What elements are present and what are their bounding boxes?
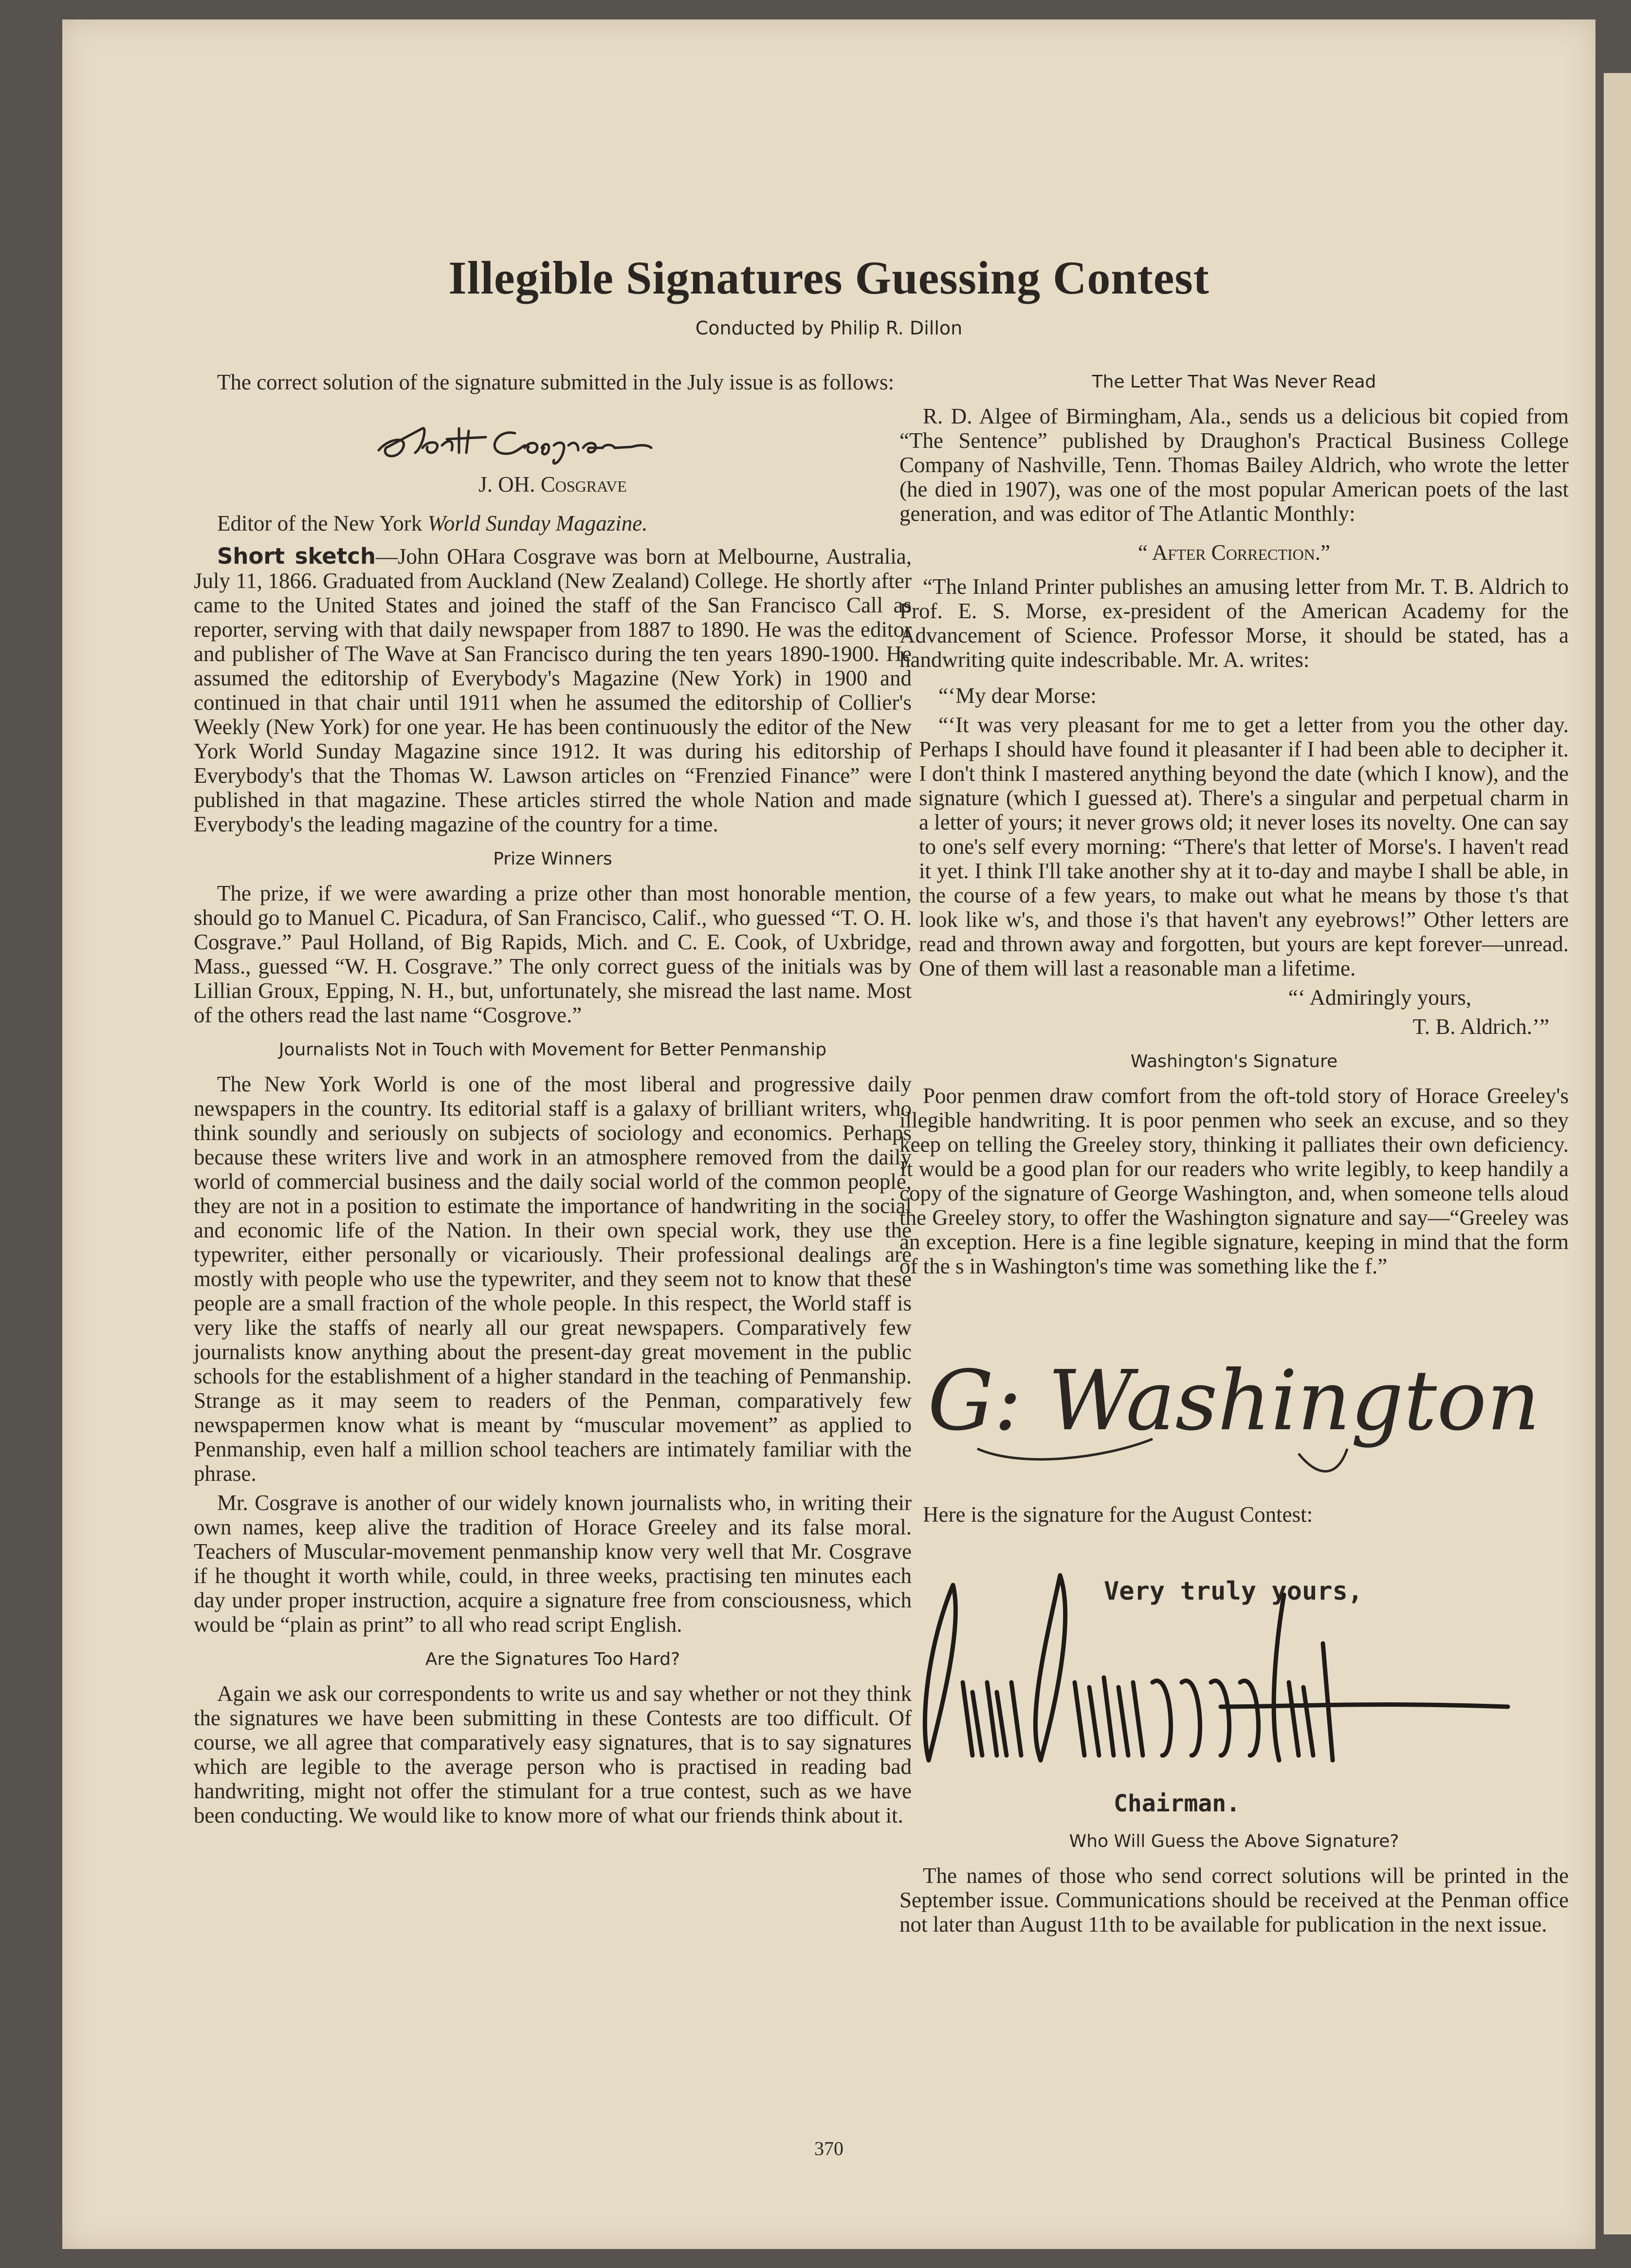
short-sketch-body: —John OHara Cosgrave was born at Melbourne, Australia, July 11, 1866. Graduated from Auckland (New Zealand) College. He shortly after came to the United States and joined the staff of the San Francisco Call as reporter, serving with that daily newspaper from 1887 to 1890. He was the editor and publisher of The Wave at San Francisco during the ten years 1890-1900. He assumed the editorship of Everybody's Magazine (New York) in 1900 and continued in that chair until 1911 when he assumed the editorship of Collier's Weekly (New York) for one year. He has been continuously the editor of the New York World Sunday Magazine since 1912. It was during his editorship of Everybody's that the Thomas W. Lawson articles on “Frenzied Finance” were published in that magazine. These articles stirred the whole Nation and made Everybody's the leading magazine of the country for a time. — [194, 544, 912, 836]
editor-line — [194, 511, 912, 535]
left-column — [194, 370, 912, 1832]
aldrich-letter — [899, 683, 1569, 1039]
signatures-hard-paragraph: Again we ask our correspondents to write us and say whether or not they think the signatures we have been submitting in these Contests are too difficult. Of course, we all agree that comparatively easy signatures, that is to say signatures which are legible to the average person who is practised in reading bad handwriting, might not offer the stimulant for a true contest, such as we have been conducting. We would like to know more of what our friends think about it. — [194, 1681, 912, 1827]
signer-name: J. OH. Cosgrave — [478, 472, 627, 497]
next-page-edge — [1604, 73, 1631, 2234]
editor-prefix: Editor of the New York — [217, 511, 428, 535]
typed-very-truly: Very truly yours, — [1104, 1577, 1363, 1606]
letter-salutation: “‘My dear Morse: — [938, 683, 1097, 708]
journalists-heading: Journalists Not in Touch with Movement for Better Penmanship — [278, 1040, 827, 1060]
letter-intro-paragraph: R. D. Algee of Birmingham, Ala., sends us a delicious bit copied from “The Sentence” published by Draughon's Practical Business College Company of Nashville, Tenn. Thomas Bailey Aldrich, who wrote the letter (he died in 1907), was one of the most popular American poets of the last generation, and was editor of The Atlantic Monthly: — [899, 404, 1569, 526]
who-will-guess-heading: Who Will Guess the Above Signature? — [1069, 1831, 1399, 1851]
prize-winners-heading: Prize Winners — [493, 849, 612, 869]
letter-closing: “‘ Admiringly yours, — [1288, 985, 1471, 1010]
short-sketch-label: Short sketch — [217, 543, 376, 569]
page-number: 370 — [814, 2138, 843, 2159]
journalists-paragraph-1: The New York World is one of the most liberal and progressive daily newspapers in the country. Its editorial staff is a galaxy of brilliant writers, who think soundly and seriously on subjects of sociology and economics. Perhaps because these writers live and work in an atmosphere removed from the daily world of commercial business and the daily social world of the common people, they are not in a position to estimate the importance of handwriting in the social and economic life of the Nation. In their own special work, they use the typewriter, either personally or vicariously. Their professional dealings are mostly with people who use the typewriter, and they seem not to know that these people are a small fraction of the whole people. In this respect, the World staff is very like the staffs of nearly all our great newspapers. Comparatively few journalists know anything about the present-day great movement in the public schools for the establishment of a higher standard in the teaching of Penmanship. Strange as it may seem to readers of the Penman, comparatively few newspapermen know what is meant by “muscular movement” as applied to Penmanship, even half a million school teachers are intimately familiar with the phrase. — [194, 1072, 912, 1486]
letter-heading: The Letter That Was Never Read — [1092, 372, 1376, 392]
washington-signature-text: G: Washington — [928, 1353, 1540, 1449]
washington-paragraph: Poor penmen draw comfort from the oft-told story of Horace Greeley's illegible handwriting. It is poor penmen who seek an excuse, and so they keep on telling the Greeley story, thinking it palliates their own deficiency. It would be a good plan for our readers who write legibly, to keep handily a copy of the signature of George Washington, and, when someone tells aloud the Greeley story, to offer the Washington signature and say—“Greeley was an exception. Here is a fine legible signature, keeping in mind that the form of the s in Washington's time was something like the f.” — [899, 1084, 1569, 1278]
byline: Conducted by Philip R. Dillon — [695, 317, 963, 339]
journalists-paragraph-2: Mr. Cosgrave is another of our widely known journalists who, in writing their own names, keep alive the tradition of Horace Greeley and its false moral. Teachers of Muscular-movement penmanship know very well that Mr. Cosgrave if he thought it worth while, could, in three weeks, practising ten minutes each day under proper instruction, acquire a signature free from consciousness, which would be “plain as print” to all who read script English. — [194, 1491, 912, 1637]
closing-paragraph: The names of those who send correct solutions will be printed in the September issue. Communications should be received at the Penman office not later than August 11th to be available for publication in the next issue. — [899, 1863, 1569, 1936]
editor-title: World Sunday Magazine. — [427, 511, 648, 535]
right-column — [899, 370, 1569, 1941]
washington-heading: Washington's Signature — [1130, 1051, 1338, 1071]
signatures-hard-heading: Are the Signatures Too Hard? — [425, 1649, 680, 1669]
letter-body: “‘It was very pleasant for me to get a letter from you the other day. Perhaps I should have found it pleasanter if I had been able to decipher it. I don't think I mastered anything beyond the date (which I know), and the signature (which I guessed at). There's a singular and perpetual charm in a letter of yours; it never grows old; it never loses its novelty. One can say to one's self every morning: “There's that letter of Morse's. I haven't read it yet. I think I'll take another shy at it to-day and maybe I shall be able, in the course of a few years, to make out what he means by those t's that look like w's, and those i's that haven't any eyebrows!” Other letters are read and thrown away and forgotten, but yours are kept forever—unread. One of them will last a reasonable man a lifetime. — [919, 713, 1569, 980]
prize-winners-paragraph: The prize, if we were awarding a prize other than most honorable mention, should go to Manuel C. Picadura, of San Francisco, Calif., who guessed “T. O. H. Cosgrave.” Paul Holland, of Big Rapids, Mich. and C. E. Cook, of Uxbridge, Mass., guessed “W. H. Cosgrave.” The only correct guess of the initials was by Lillian Groux, Epping, N. H., but, unfortunately, she misread the last name. Most of the others read the last name “Cosgrove.” — [194, 881, 912, 1027]
typed-chairman: Chairman. — [1114, 1790, 1241, 1817]
page-title: Illegible Signatures Guessing Contest — [448, 252, 1210, 304]
magazine-page — [62, 19, 1595, 2249]
august-intro: Here is the signature for the August Contest: — [923, 1502, 1313, 1527]
after-correction-heading: “ After Correction.” — [1137, 540, 1331, 565]
short-sketch-paragraph — [194, 544, 912, 836]
intro-paragraph: The correct solution of the signature submitted in the July issue is as follows: — [217, 370, 895, 394]
august-signature-image — [899, 1546, 1569, 1819]
washington-signature-image — [899, 1332, 1569, 1478]
cosgrave-signature-image — [194, 399, 912, 472]
letter-closing-name: T. B. Aldrich.’” — [1412, 1014, 1549, 1039]
inland-printer-paragraph: “The Inland Printer publishes an amusing letter from Mr. T. B. Aldrich to Prof. E. S. Morse, ex-president of the American Academy for the Advancement of Science. Professor Morse, it should be stated, has a handwriting quite indescribable. Mr. A. writes: — [899, 574, 1569, 672]
